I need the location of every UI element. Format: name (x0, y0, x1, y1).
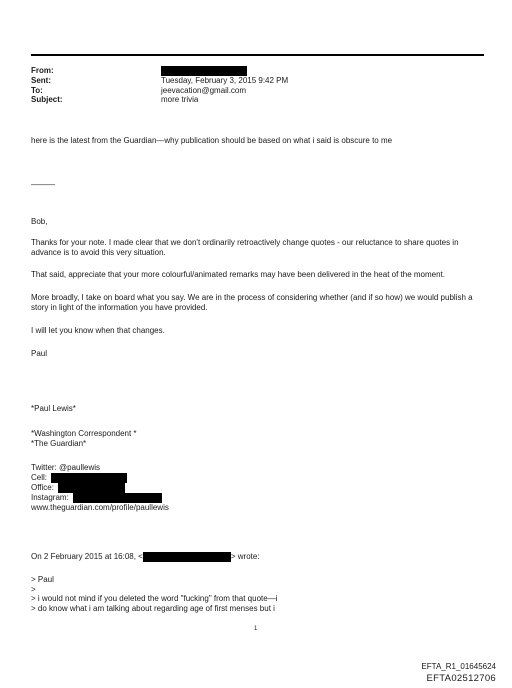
subject-label: Subject: (31, 95, 63, 105)
sent-value: Tuesday, February 3, 2015 9:42 PM (161, 76, 289, 85)
signoff: Paul (31, 349, 48, 358)
sig-title-text: *Washington Correspondent * (31, 429, 137, 438)
cell-redaction (51, 473, 127, 483)
quoted-line-3: > i would not mind if you deleted the word "fucking" from that quote—i (31, 594, 278, 604)
sig-org: *The Guardian* (31, 438, 87, 448)
sig-office-label: Office: (31, 482, 54, 492)
to-value: jeevacation@gmail.com (161, 85, 247, 95)
paragraph-4: I will let you know when that changes. (31, 326, 165, 335)
from-label: From: (31, 66, 54, 75)
instagram-redaction (73, 493, 162, 503)
quoted-line-4: > do know what i am talking about regarding age of first menses but i (31, 603, 275, 613)
sig-instagram-label: Instagram: (31, 492, 69, 502)
header-rule (31, 54, 484, 56)
paragraph-3: More broadly, I take on board what you say. We are in the process of considering whether (and if so how) we would publish a story in light of the information you have provided. (31, 293, 473, 313)
quoted-intro-prefix: On 2 February 2015 at 16:08, < (31, 552, 143, 562)
sig-office-row (31, 483, 169, 493)
sig-website: www.theguardian.com/profile/paullewis (31, 502, 169, 512)
subject-value: more trivia (161, 95, 199, 105)
sig-name: *Paul Lewis* (31, 404, 76, 413)
sig-cell-label: Cell: (31, 472, 48, 482)
sent-label: Sent: (31, 76, 51, 85)
sent-row (31, 76, 288, 86)
sig-contact (31, 463, 169, 512)
to-label: To: (31, 85, 43, 95)
separator: ——— (31, 180, 55, 189)
paragraph-1: Thanks for your note. I made clear that we don't ordinarily retroactively change quotes - our reluctance to share quotes in advance is to avoid this very situation. (31, 238, 459, 258)
quoted-block (31, 575, 277, 613)
from-redaction (161, 66, 247, 76)
quoted-line-2: > (31, 584, 36, 594)
quoted-line-1: > Paul (31, 575, 54, 584)
quoted-intro (31, 552, 260, 562)
quoted-sender-redaction (143, 552, 231, 562)
quoted-intro-suffix: > wrote: (230, 552, 260, 562)
sig-instagram-row (31, 493, 169, 503)
office-redaction (58, 483, 125, 493)
bates-stamp-2: EFTA02512706 (426, 673, 496, 684)
sig-twitter: Twitter: @paullewis (31, 463, 101, 472)
bates-stamp-1: EFTA_R1_01645624 (421, 662, 496, 671)
sig-title (31, 429, 137, 448)
greeting: Bob, (31, 217, 48, 226)
email-header (31, 66, 288, 105)
subject-row (31, 95, 288, 105)
sig-cell-row (31, 473, 169, 483)
to-row (31, 86, 288, 96)
from-row (31, 66, 288, 76)
intro-line: here is the latest from the Guardian—why publication should be based on what i said is obscure to me (31, 136, 393, 145)
paragraph-2: That said, appreciate that your more colourful/animated remarks may have been delivered in the heat of the moment. (31, 270, 445, 279)
page-number: 1 (254, 626, 258, 632)
